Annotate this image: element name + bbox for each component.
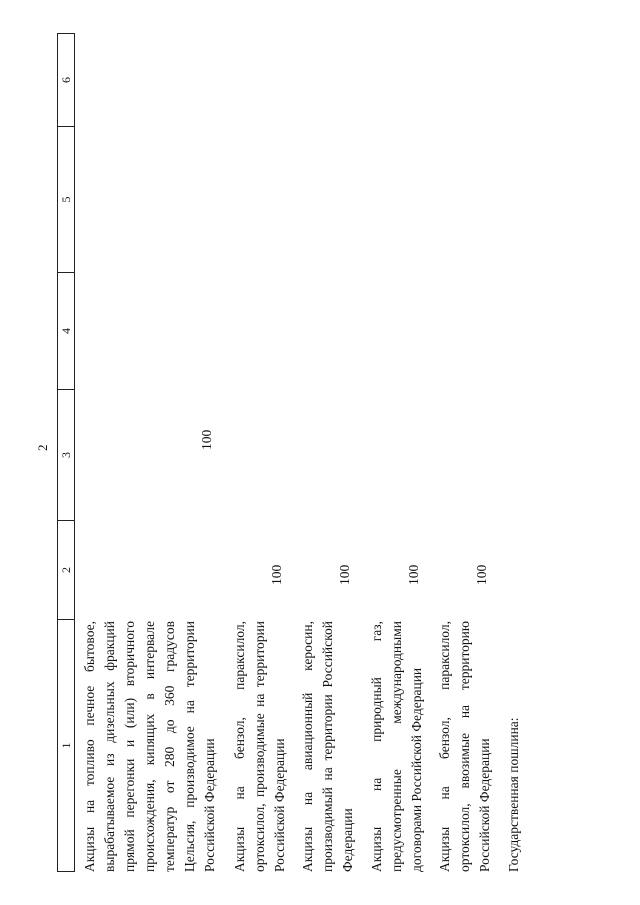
header-divider	[58, 389, 74, 390]
header-divider	[58, 126, 74, 127]
table-cell-col2: 100	[269, 564, 284, 585]
table-row-label: Акцизы на бензол, параксилол, ортоксилол, ввозимые на территорию Российской Федерации	[437, 621, 492, 872]
table-row-label: Акцизы на бензол, параксилол, ортоксилол, производимые на территории Российской Федерации	[232, 621, 287, 872]
header-divider	[58, 520, 74, 521]
header-col-5: 5	[59, 196, 73, 203]
table-row-label: Государственная пошлина:	[506, 717, 521, 872]
header-divider	[58, 272, 74, 273]
header-divider	[58, 619, 74, 620]
table-cell-col2: 100	[474, 564, 489, 585]
table-row-label: Акцизы на топливо печное бытовое, вырабатываемое из дизельных фракций прямой перегонки и (или) вторичного происхождения, кипящих в интервале температур от 280 до 360 градусов Цельсия, производимое на территории Российской Федерации	[82, 621, 217, 872]
header-col-4: 4	[59, 328, 73, 334]
table-header	[57, 33, 75, 872]
header-col-2: 2	[59, 567, 73, 573]
table-row-label: Акцизы на авиационный керосин, производимый на территории Российской Федерации	[300, 621, 355, 872]
header-col-1: 1	[59, 742, 73, 749]
table-row-label: Акцизы на природный газ, предусмотренные международными договорами Российской Федерации	[369, 621, 424, 872]
page-number: 2	[35, 444, 50, 451]
table-cell-col3: 100	[199, 429, 214, 450]
header-col-3: 3	[59, 452, 73, 458]
table-cell-col2: 100	[406, 564, 421, 585]
header-col-6: 6	[59, 77, 73, 83]
table-cell-col2: 100	[337, 564, 352, 585]
